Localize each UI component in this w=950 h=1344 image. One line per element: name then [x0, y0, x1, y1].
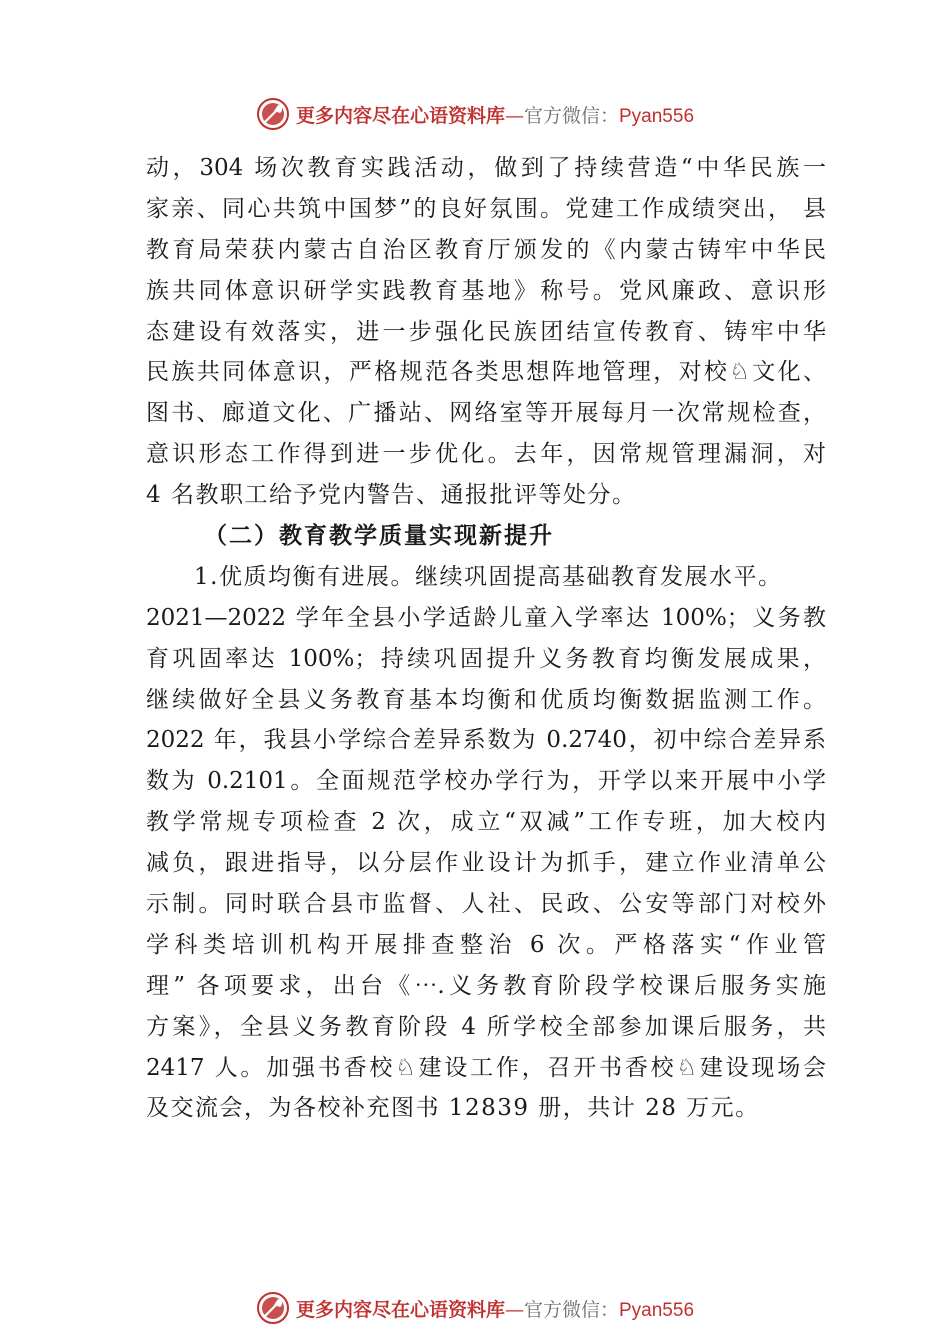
body-line: 2021—2022 学年全县小学适龄儿童入学率达 100%；义务教	[146, 604, 826, 631]
body-line: 教育局荣获内蒙古自治区教育厅颁发的《内蒙古铸牢中华民	[146, 236, 826, 263]
quill-pen-seal-icon	[256, 1291, 290, 1325]
body-line: 2022 年，我县小学综合差异系数为 0.2740，初中综合差异系	[146, 727, 826, 754]
watermark-brand: 更多内容尽在心语资料库	[295, 104, 505, 127]
body-line: 家亲、同心共筑中国梦”的良好氛围。党建工作成绩突出， 县	[146, 195, 826, 222]
body-line: 数为 0.2101。全面规范学校办学行为，开学以来开展中小学	[146, 768, 826, 795]
body-line: 教学常规专项检查 2 次，成立“双减”工作专班，加大校内	[146, 809, 826, 836]
watermark-official-label: 官方微信：	[523, 1298, 619, 1321]
body-line: 图书、廊道文化、广播站、网络室等开展每月一次常规检查，	[146, 400, 826, 427]
body-line: 态建设有效落实，进一步强化民族团结宣传教育、铸牢中华	[146, 318, 826, 345]
body-line: 意识形态工作得到进一步优化。去年，因常规管理漏洞，对	[146, 441, 826, 468]
watermark-dash: —	[504, 1298, 524, 1321]
footer-watermark-banner	[0, 1288, 950, 1328]
body-line: 族共同体意识研学实践教育基地》称号。党风廉政、意识形	[146, 277, 826, 304]
watermark-wechat-id: Pyan556	[619, 1299, 695, 1321]
watermark-official-label: 官方微信：	[523, 104, 619, 127]
body-line: 1.优质均衡有进展。继续巩固提高基础教育发展水平。	[194, 563, 783, 590]
header-watermark-banner	[0, 94, 950, 134]
body-line: 及交流会，为各校补充图书 12839 册，共计 28 万元。	[146, 1095, 760, 1122]
document-body	[146, 148, 826, 1129]
body-line: 方案》，全县义务教育阶段 4 所学校全部参加课后服务，共	[146, 1013, 826, 1040]
body-line: 民族共同体意识，严格规范各类思想阵地管理，对校♘文化、	[146, 359, 826, 386]
body-line: 动，304 场次教育实践活动，做到了持续营造“中华民族一	[146, 155, 826, 181]
body-line: 理” 各项要求，出台《⋯.义务教育阶段学校课后服务实施	[146, 972, 826, 999]
watermark-text	[296, 101, 694, 128]
watermark-wechat-id: Pyan556	[619, 105, 695, 127]
body-line: 减负，跟进指导，以分层作业设计为抓手，建立作业清单公	[146, 850, 826, 877]
body-line: 继续做好全县义务教育基本均衡和优质均衡数据监测工作。	[146, 686, 826, 713]
section-heading: （二）教育教学质量实现新提升	[204, 522, 554, 550]
quill-pen-seal-icon	[256, 97, 290, 131]
watermark-brand: 更多内容尽在心语资料库	[295, 1298, 505, 1321]
body-line: 学科类培训机构开展排查整治 6 次。严格落实“作业管	[146, 931, 826, 958]
body-line: 示制。同时联合县市监督、人社、民政、公安等部门对校外	[146, 891, 826, 918]
body-line: 育巩固率达 100%；持续巩固提升义务教育均衡发展成果，	[146, 645, 826, 672]
watermark-dash: —	[504, 104, 524, 127]
body-line: 4 名教职工给予党内警告、通报批评等处分。	[146, 482, 637, 509]
watermark-text	[296, 1295, 694, 1322]
body-line: 2417 人。加强书香校♘建设工作，召开书香校♘建设现场会	[146, 1054, 826, 1081]
